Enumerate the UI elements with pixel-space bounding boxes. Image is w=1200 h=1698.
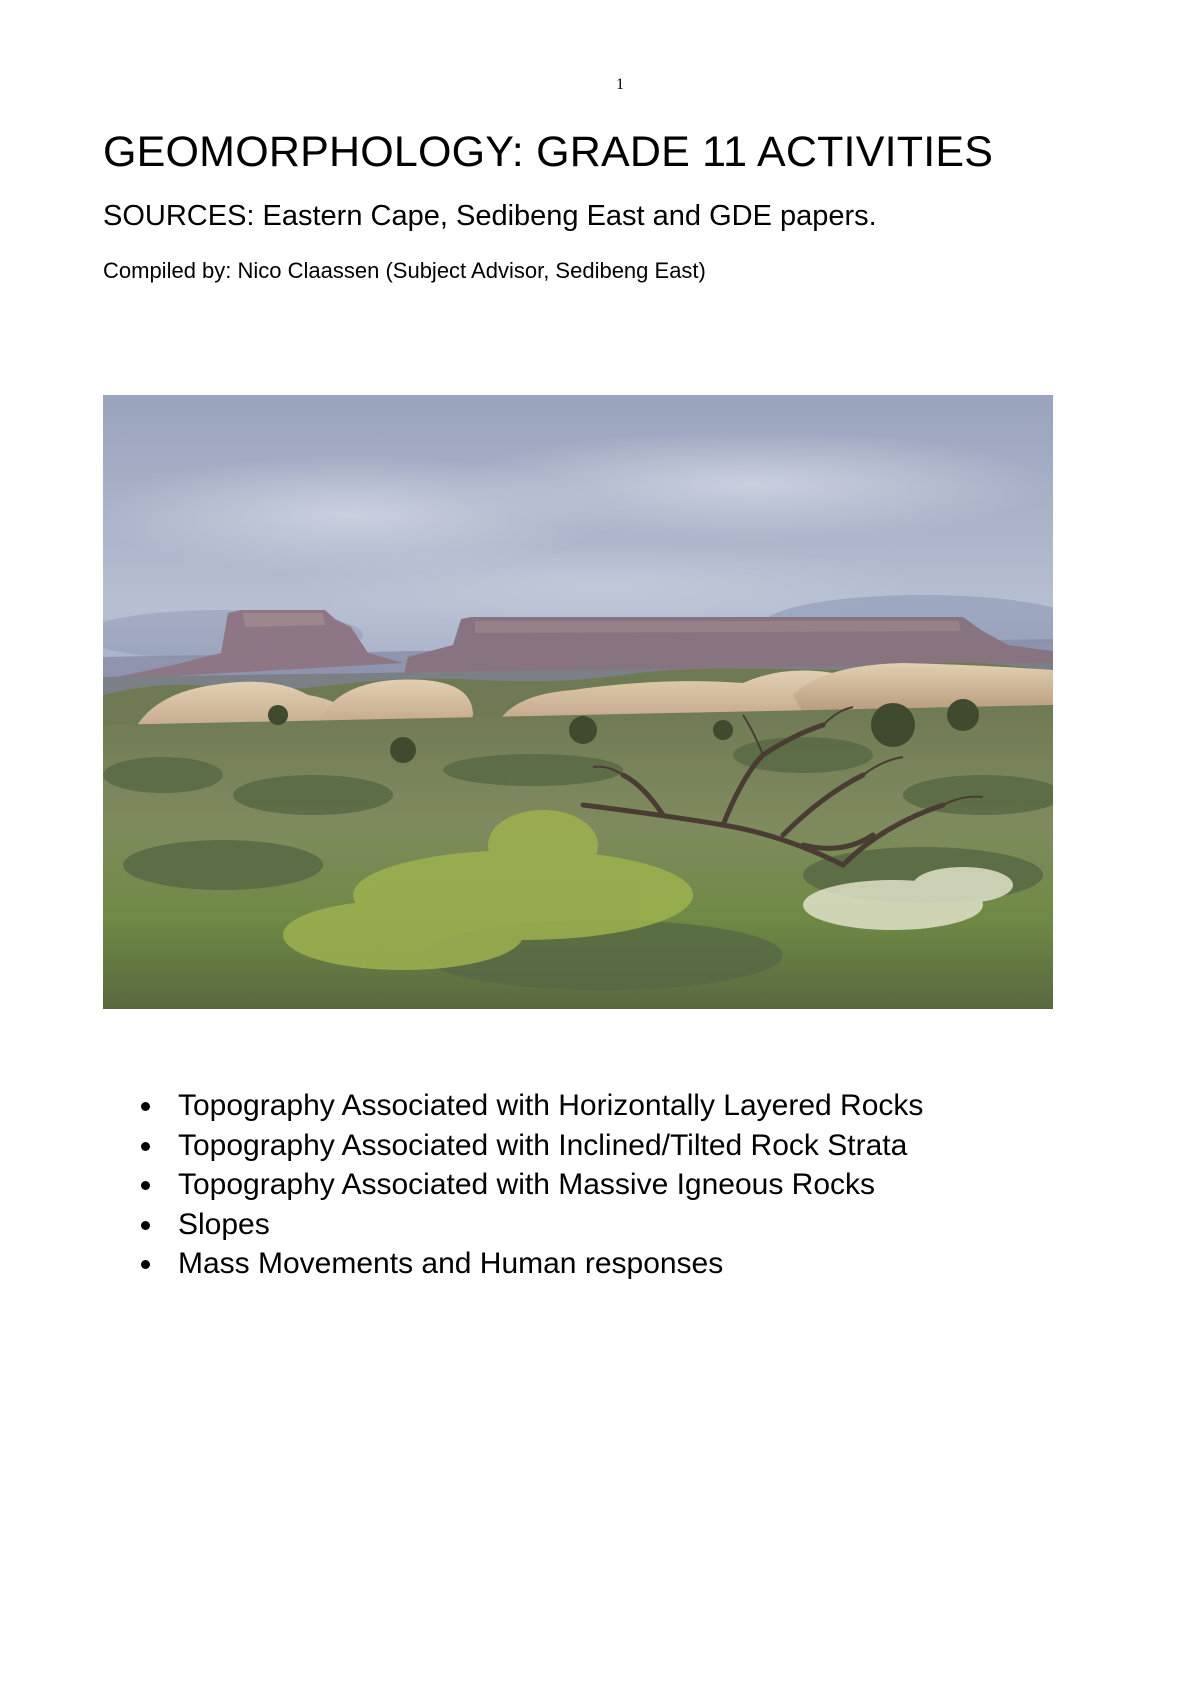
bullet-icon (141, 1181, 150, 1190)
topic-text: Mass Movements and Human responses (178, 1247, 724, 1280)
topic-item (103, 1205, 923, 1245)
topic-text: Topography Associated with Horizontally Layered Rocks (178, 1089, 924, 1122)
document-title: GEOMORPHOLOGY: GRADE 11 ACTIVITIES (103, 128, 994, 176)
compiled-by-line: Compiled by: Nico Claassen (Subject Advisor, Sedibeng East) (103, 258, 706, 283)
topic-text: Topography Associated with Massive Igneous Rocks (178, 1168, 876, 1201)
page-number: 1 (616, 76, 624, 93)
topic-list (103, 1086, 923, 1284)
topic-item (103, 1126, 923, 1166)
topic-text: Topography Associated with Inclined/Tilted Rock Strata (178, 1128, 908, 1162)
topic-text: Slopes (178, 1207, 270, 1241)
sources-line: SOURCES: Eastern Cape, Sedibeng East and GDE papers. (103, 200, 877, 232)
bullet-icon (141, 1260, 150, 1269)
landscape-photo-icon (103, 395, 1053, 1009)
topic-item (103, 1244, 923, 1284)
landscape-photo (103, 395, 1053, 1009)
bullet-icon (141, 1102, 150, 1111)
topic-item (103, 1165, 923, 1205)
bullet-icon (141, 1142, 150, 1151)
bullet-icon (141, 1221, 150, 1230)
topic-item (103, 1086, 923, 1126)
